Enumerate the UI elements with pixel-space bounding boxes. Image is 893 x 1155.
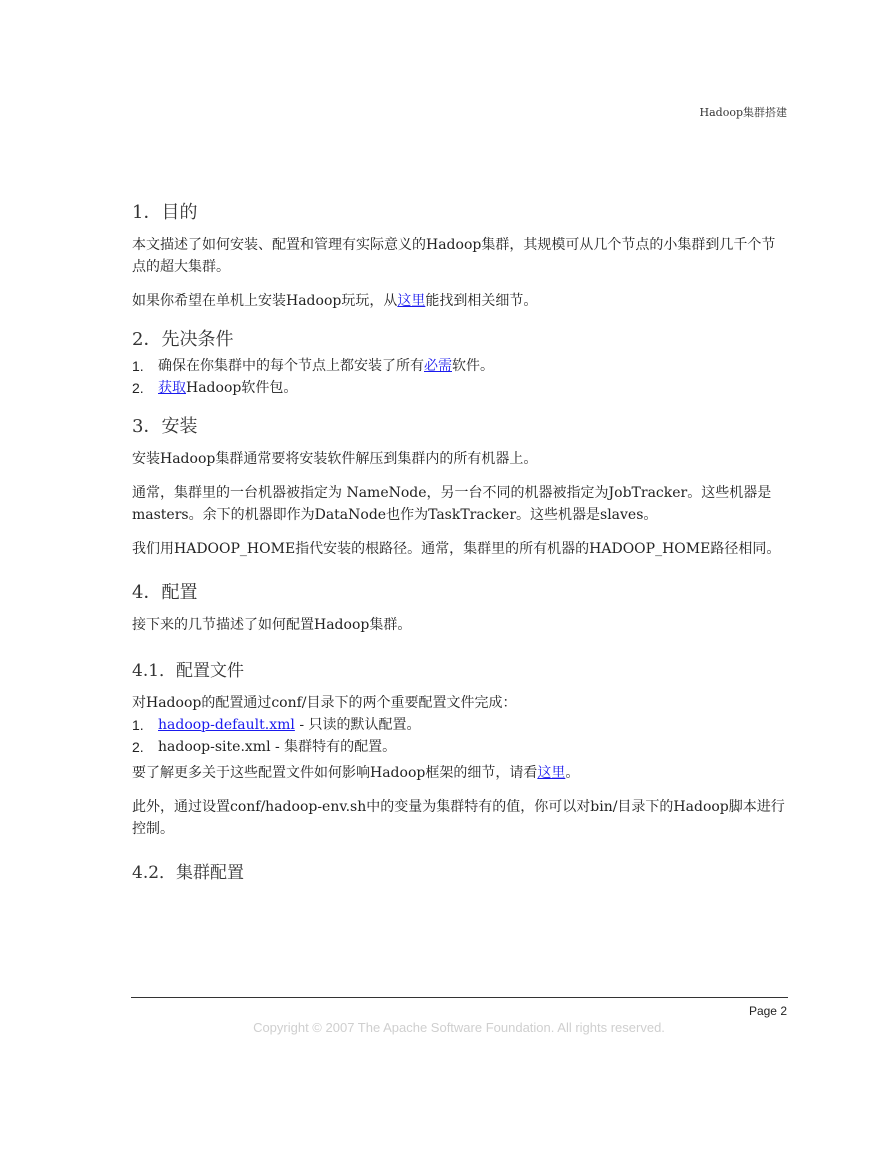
footer-rule — [131, 997, 788, 998]
config-files-list — [132, 714, 789, 758]
section-4-paragraph-1: 接下来的几节描述了如何配置Hadoop集群。 — [132, 617, 412, 633]
here-link[interactable]: 这里 — [397, 293, 426, 309]
section-1-heading: 1．目的 — [132, 202, 198, 223]
section-3-heading: 3．安装 — [132, 416, 198, 437]
page-number: Page 2 — [748, 1004, 787, 1018]
copyright-notice: Copyright © 2007 The Apache Software Foundation. All rights reserved. — [253, 1020, 665, 1035]
section-3-paragraph-1: 安装Hadoop集群通常要将安装软件解压到集群内的所有机器上。 — [132, 451, 538, 467]
document-body — [132, 200, 789, 886]
section-3-paragraph-3: 我们用HADOOP_HOME指代安装的根路径。通常，集群里的所有机器的HADOOP_HOME路径相同。 — [132, 541, 781, 557]
section-3-paragraph-2: 通常，集群里的一台机器被指定为 NameNode，另一台不同的机器被指定为JobTracker。这些机器是masters。余下的机器即作为DataNode也作为TaskTracker。这些机器是slaves。 — [132, 485, 772, 523]
section-1-paragraph-2: 如果你希望在单机上安装Hadoop玩玩，从这里能找到相关细节。 — [132, 293, 538, 309]
list-item: 2. 获取Hadoop软件包。 — [132, 380, 298, 396]
hadoop-default-link[interactable]: hadoop-default.xml — [158, 717, 295, 733]
section-4-1-paragraph-3: 此外，通过设置conf/hadoop-env.sh中的变量为集群特有的值，你可以对bin/目录下的Hadoop脚本进行控制。 — [132, 799, 785, 837]
section-2-heading: 2．先决条件 — [132, 329, 234, 350]
section-4-1-paragraph-1: 对Hadoop的配置通过conf/目录下的两个重要配置文件完成： — [132, 695, 517, 711]
running-header: Hadoop集群搭建 — [699, 106, 787, 119]
section-4-1-heading: 4.1．配置文件 — [132, 661, 245, 681]
section-1-paragraph-1: 本文描述了如何安装、配置和管理有实际意义的Hadoop集群，其规模可从几个节点的小集群到几千个节点的超大集群。 — [132, 237, 776, 275]
required-software-link[interactable]: 必需 — [424, 358, 452, 374]
here-link-2[interactable]: 这里 — [537, 765, 566, 781]
section-4-1-paragraph-2: 要了解更多关于这些配置文件如何影响Hadoop框架的细节，请看这里。 — [132, 765, 580, 781]
list-item: 1. 确保在你集群中的每个节点上都安装了所有必需软件。 — [132, 358, 494, 374]
prerequisites-list — [132, 355, 789, 399]
list-item: 1. hadoop-default.xml - 只读的默认配置。 — [132, 717, 421, 733]
list-item: 2. hadoop-site.xml - 集群特有的配置。 — [132, 739, 397, 755]
section-4-heading: 4．配置 — [132, 582, 198, 603]
section-4-2-heading: 4.2．集群配置 — [132, 863, 245, 883]
get-hadoop-link[interactable]: 获取 — [158, 380, 186, 396]
